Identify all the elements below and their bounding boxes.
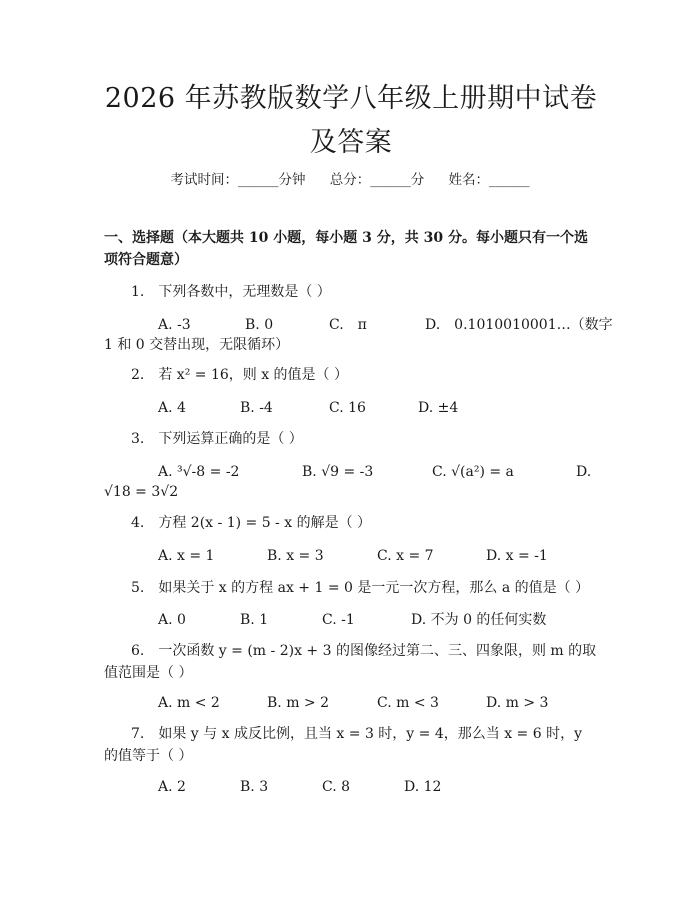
option-a: A. ³√-8 = -2 bbox=[158, 464, 240, 480]
option-b: B. x = 3 bbox=[267, 548, 324, 564]
option-d: D. m > 3 bbox=[486, 695, 549, 711]
option-a: A. x = 1 bbox=[158, 548, 215, 564]
option-d: D. bbox=[576, 464, 592, 480]
option-d-continued: 1 和 0 交替出现，无限循环） bbox=[104, 337, 290, 353]
option-c: C. -1 bbox=[322, 612, 355, 628]
option-a: A. 2 bbox=[158, 779, 186, 795]
question-stem: 3. 下列运算正确的是（ ） bbox=[131, 431, 303, 447]
question-stem: 5. 如果关于 x 的方程 ax + 1 = 0 是一元一次方程，那么 a 的值是（ ） bbox=[131, 580, 590, 596]
exam-info-line: 考试时间：______分钟 总分：______分 姓名：______ bbox=[170, 172, 530, 188]
option-d: D. 12 bbox=[404, 779, 442, 795]
option-a: A. m < 2 bbox=[158, 695, 220, 711]
option-c: C. x = 7 bbox=[377, 548, 434, 564]
option-c: C. √(a²) = a bbox=[432, 464, 514, 480]
question-stem: 2. 若 x² = 16，则 x 的值是（ ） bbox=[131, 367, 349, 383]
section-heading: 一、选择题（本大题共 10 小题，每小题 3 分，共 30 分。每小题只有一个选项符合题意） bbox=[104, 230, 588, 268]
question-stem: 4. 方程 2(x - 1) = 5 - x 的解是（ ） bbox=[131, 515, 372, 531]
option-c: C. m < 3 bbox=[377, 695, 439, 711]
option-d: D. ±4 bbox=[418, 400, 459, 416]
option-c: C. 16 bbox=[329, 400, 366, 416]
option-b: B. √9 = -3 bbox=[302, 464, 374, 480]
option-a: A. 0 bbox=[158, 612, 186, 628]
option-a: A. 4 bbox=[158, 400, 186, 416]
option-b: B. -4 bbox=[240, 400, 273, 416]
option-b: B. 0 bbox=[245, 317, 274, 333]
option-c: C. π bbox=[329, 317, 367, 333]
question-stem: 7. 如果 y 与 x 成反比例，且当 x = 3 时，y = 4，那么当 x = 6 时，y 的值等于（ ） bbox=[104, 726, 582, 764]
option-d-continued: √18 = 3√2 bbox=[104, 484, 179, 500]
option-b: B. m > 2 bbox=[267, 695, 330, 711]
option-b: B. 1 bbox=[240, 612, 269, 628]
option-d: D. 0.1010010001…（数字 bbox=[425, 317, 613, 333]
option-d: D. x = -1 bbox=[486, 548, 548, 564]
option-a: A. -3 bbox=[158, 317, 191, 333]
document-title: 2026 年苏教版数学八年级上册期中试卷及答案 bbox=[104, 83, 598, 158]
option-b: B. 3 bbox=[240, 779, 269, 795]
option-c: C. 8 bbox=[322, 779, 351, 795]
question-stem: 1. 下列各数中，无理数是（ ） bbox=[131, 284, 331, 300]
question-stem: 6. 一次函数 y = (m - 2)x + 3 的图像经过第二、三、四象限，则 m 的取值范围是（ ） bbox=[104, 643, 597, 681]
option-d: D. 不为 0 的任何实数 bbox=[411, 612, 547, 628]
